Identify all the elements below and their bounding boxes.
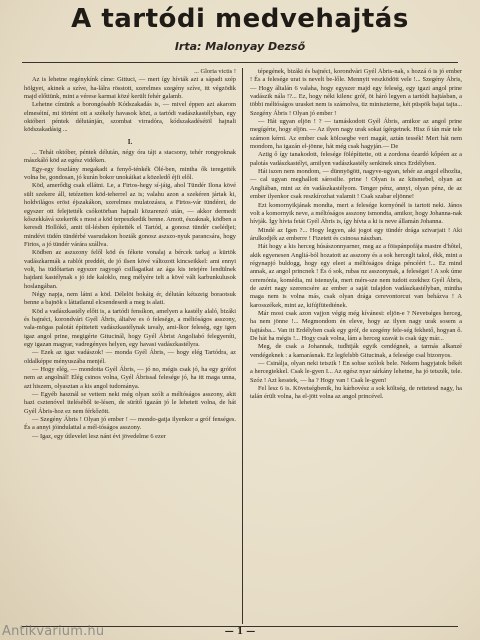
top-rule xyxy=(22,62,458,63)
watermark: Antikvarium.hu xyxy=(2,624,105,639)
paragraph: Köd, amerődig csak ellátni. Le, a Firtos-hegy sí-jáig, ahol Tündér Ilona kövé sült szekere áll, tetézetten köd-teherrel az is; valahu azon a szekéren jártak ki, holdvilágos eröst éjszakákon, szerelmes mulatozásra, a Firtos-vár tündérei, de egyszer ott felejtették csókotörban hajnali közarenzó után, — akkor dermedt kőszekkává szekerök s most a köd terpeszkedik benne. Amott, északnak, ködben a keresdi Hollókő, amit til-lésben építették el Tartód, a gonosz tündér cselédjei; mindévi tüdén tündérbé vasrudakon hozták gonosz aszszo-nyuk parancsára, hogy Firtos, a jó tündér várára szállva. xyxy=(24,182,236,248)
paragraph: Fel lesz 6 is. Követségbenik, hu kárhovész a sok költség, de rettetesd nagy, ha talán érült volna, ha el-jött volna az angol princével. xyxy=(250,385,462,401)
page-number: — 1 — xyxy=(224,627,256,637)
paragraph: Köd a vadászkastély előtt is, a tartódi fensíkon, amelyen a kastély alaló, bizáki és bajnéci, korondvári Gyél Ábris, általve es ó felesége, a méltóságos asszony, vala-mögas palotát építtetett vadászkastélynak tavaly, ami-lkor feleség, egy igen igaz angol prine, megigérte Gitucinál, hogy Gyél Ábrist Angoliabó felegyeníti, egy igazan magyar, vadregényes helyen, egy havasi vadászkastélyra. xyxy=(24,307,236,348)
right-column xyxy=(250,68,462,624)
paragraph: — Hogy elég, — mondotta Gyél Ábris, — jó no, mégis csak jó, ha egy grófot nem az angolnál! Elég csinos volna, Gyél Ábrissal felesége jó, ha itt maga unna, azt hiszem, olyasztan a kis angol tudománya. xyxy=(24,366,236,390)
column-divider xyxy=(242,68,243,624)
section-number: I. xyxy=(127,137,133,146)
paragraph: ... Tehát október, péntek délután, négy óra tájt a stacsony, tehér rongyoknak mászkáló köd az egész vidéken. xyxy=(24,149,236,165)
paragraph: Négy napja, nem látni a köd. Délelöt bokáig ér, délután kétszeig boraotsuk benne a bajnök s láttatlanul elcsendesedi a meg is alati. xyxy=(24,290,236,307)
paragraph: — Szegény Ábris ! Olyan jó ember ! — mondo-gatja ilyenkor a gróf fenséges. És a annyi jóindulattal a mél-tóságos asszony. xyxy=(24,416,236,432)
author-byline: Irta: Malonyay Dezső xyxy=(174,40,306,53)
paragraph: Meg, de csak a Johannak, tudhtják egyik cendégnek, a tarmás alkanzé vendégeknek : a kamarásnak. Ez legfelsbb Gitucinak, a felesége csal bizonyos. xyxy=(250,343,462,359)
paragraph: Mindé az Igen ?... Hogy legyen, aki jogot egy tündér drága szivarjait ! Aki árulkodjék az emberre ! Fizetett és csinosa nászban. xyxy=(250,226,462,242)
paragraph: Már most csak azon vajjon végig még kívánesi: eljön-e ? Nevetséges herceg, ha nem jönne !... Megmondom én eleve, hogy az ilyen nagy urak sosem a hajtásba... Van itt Erdélyben csak egy gróf, de szegény fele-ség fekhető, hogyan ő. De hát ha mégis !... Hogy csak volna, lám a herceg szavát is csak úgy már... xyxy=(250,309,462,342)
paragraph: — Igaz, egy útlevelet lesz nánt évi jövedelme 6 ezer xyxy=(32,432,166,440)
paragraph: — Hát ugyan eljön ! ? — tamáskodott Gyél Ábris, amikor az angol prine megígérte, hogy eljön. — Az ilyen nagy urak sokat ígérgetnek. Hisz ő tán már tele számon kérni. Az ember csak kölcsegbe veri magát, aztán tessék! Mert hát nem mondom, ha igazán el-jönne, hát még csak hagyján.— De xyxy=(250,118,462,151)
paragraph: Ködben az aszszony felől köd és fékete vonalaj a bércek tarkaj a kürtök vadászkarmák a rablót preddét, de jó ilsen kövé változott kincseikkel: ami ennyi volt, ha tüdőtartan egyszer ragyogó csillagaikat az ága kis tetejére lendülnek hajdani kastélynak s jó ide kaloklo, meg mélyére telt a kövé vált karbunkulusok hoslangában. xyxy=(24,249,236,290)
paragraph: Egy-egy foszlány megakadt a fenyő-ténkék Ölé-ben, mintha ők teregették volna be, gondosan, jó kurán bokor unokáikat a közeledő éjfi elől. xyxy=(24,165,236,182)
paragraph: Ezt komornyikjának mondta, mert a felesége kornyónél is tartott neki. János volt a komornyik neve, a méltóságos asszony ismondta, amikor, hogy Johanna-nak hívják. Így hívta fetát Gyél Ábris is, így hívta a ki is neve államán Johanna. xyxy=(250,201,462,226)
paragraph: Hát hogy a kis herceg húsászonnyarner, meg az a föispánpofája mastre d'hôtel, akik egyenesen Angliá-ból hozatott az asszony és a sok herceglt takol, ékk, mint a régynapjó buldogg, hogy egy eleet a méltóságos drága péncéért !... Ez mind annak, az angol princnek ! És ó sok, rubas nz asszonynak, a feleséget ! A sok úme ceremónia, komédia, mi istenuyla, mert mérs-sze nem tudott ezekhez Gyél Ábris, de azért nagy szerencsére az ember a saját tulajdon vadászkastélyban, mintha maga nem is volna más, csak olyan drága cerevontorcut van beházva ! A karosszékek, mint az, kifújfütedtének. xyxy=(250,243,462,309)
paragraph: Lehetne címünk a borongósabb Kódszakadás is, — mivel éppen azt akarom elmeséiní, mi történt ott a székely havasok közt, a tartódi vadászkastélyban, egy októberi péntek délutánján, szombat virradóra, kódszakadésétöl hajnali ködszakadásig ... xyxy=(24,101,236,134)
epigraph: ... Gloria victis ! xyxy=(194,68,236,75)
paragraph: — Csinálja, olyan neki tetszik ! En sohse szólok bele. Nekem hagyjatok békét a hercegtekkel. Csak le-gyen I... Az egész nyar sárkány lehetne, ha jó tetszék, tele. Szóz ! Azt kesstek, — ha ? Hogy van ! Csak le-gyen! xyxy=(250,360,462,384)
article-title: A tartódi medvehajtás xyxy=(71,4,409,34)
paragraph: Aztig ő így tanakodott, felesége fölépíttette, ott a zordona ózardó kőpéen az a palotás vadászkastélyt, amilyen vadászkastély senkinek sincs Erdélyben. xyxy=(250,151,462,167)
paragraph: — Ezek az igaz vadászok! — monda Gyél Ábris, — hogy elég Tartódra, az oldalképpe ményuszába menjél. xyxy=(24,349,236,365)
paragraph: tépegének, bizáki és bajnéci, korondvári Gyél Ábris-nak, s hozzá ó is jó ember ! És a felesége urat is nevelt be-lőle. Mennyit veszködött vele !... Szegény Ábris, — Hogy általán 6 valaha, hogy egyszer majd egy feleség, egy igazi angol prine vadászik nála !?... Ez, hogy néki kilenc gróf, öt háró legyen a tartódi hajtásban, a többi méltóságos urasket nem is számolva, tiz miniszterne, két püspök bajai tajta... Szegény Ábris ! Olyan jó ember ! xyxy=(250,68,462,117)
paragraph: Az is lehetne regénykínk címe: Gittuci, — mert így hívták azt a sápadt szép hölgyet, akinek a szíve, ha-lálra rösstott, szerelmes szegény szíve, itt végzödik majd előttünk, mint a vérese karmai közé került fehér galamb. xyxy=(24,76,236,101)
paragraph: — Egyéb használ se vettem neki még olyan szólt a méltóságos asszony, akit hazi csztenóvel iteléséből te-lésen, de sürítő igazán jó le lehetett volna, de hát Gyél Ábris-hoz ez nem férkőzött. xyxy=(24,391,236,415)
paragraph: Hát iszen nem mondom, — dünnyögött, nagyve-ugyan, tehér az angol elhozlta, — cal ugyan meghallott sárosilie. prine ! Olyan is az kiismebel, olyan az Angliában, mint az én vadászkastélyom. Tenger pénz, annyi, olyan pénz, de az ember ilyenkor csak reszkírozhat valamit ! Csak szabar eljönne! xyxy=(250,168,462,201)
left-column xyxy=(24,68,236,624)
